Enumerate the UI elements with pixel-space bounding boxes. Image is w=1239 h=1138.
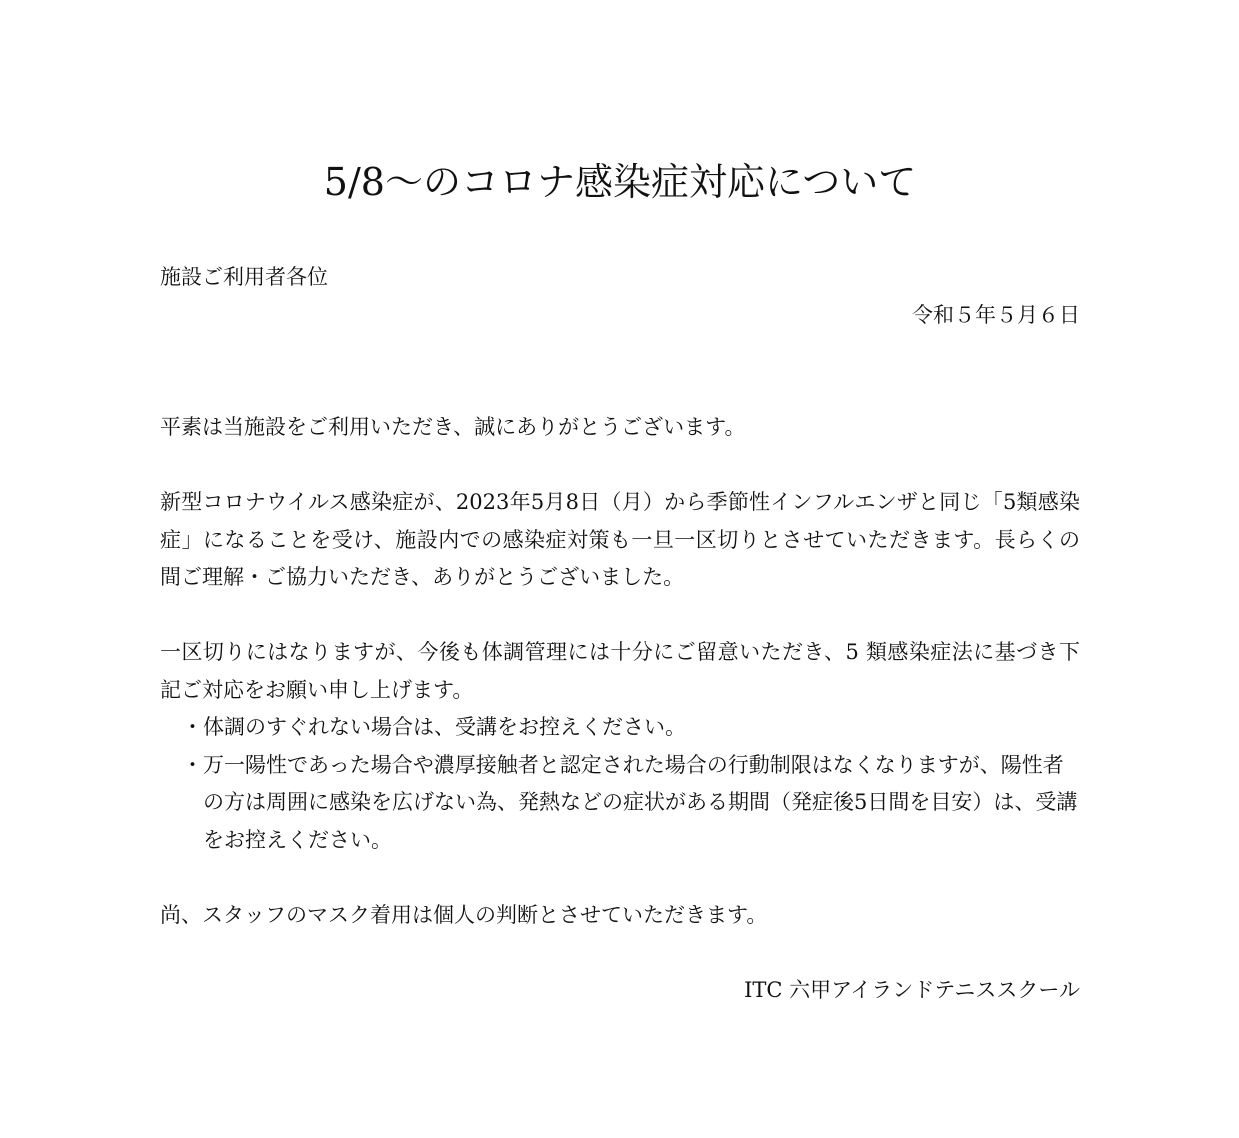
greeting-paragraph: 平素は当施設をご利用いただき、誠にありがとうございます。 bbox=[160, 415, 746, 439]
notice-date: 令和５年５月６日 bbox=[912, 303, 1080, 327]
bullet-mark: ・ bbox=[182, 752, 203, 777]
request-list bbox=[182, 709, 1080, 859]
addressee: 施設ご利用者各位 bbox=[160, 265, 328, 289]
list-item bbox=[182, 709, 1080, 747]
request-paragraph: 一区切りにはなりますが、今後も体調管理には十分にご留意いただき、5 類感染症法に基づき下記ご対応をお願い申し上げます。 bbox=[160, 640, 1080, 702]
mask-policy-paragraph: 尚、スタッフのマスク着用は個人の判断とさせていただきます。 bbox=[160, 903, 768, 927]
list-item-text: 万一陽性であった場合や濃厚接触者と認定された場合の行動制限はなくなりますが、陽性者の方は周囲に感染を広げない為、発熱などの症状がある期間（発症後5日間を目安）は、受講をお控えください。 bbox=[203, 752, 1078, 852]
notice-title: 5/8〜のコロナ感染症対応について bbox=[323, 160, 917, 204]
bullet-mark: ・ bbox=[182, 715, 203, 739]
list-item bbox=[182, 747, 1080, 860]
covid-policy-paragraph: 新型コロナウイルス感染症が、2023年5月8日（月）から季節性インフルエンザと同じ「5類感染症」になることを受け、施設内での感染症対策も一旦一区切りとさせていただきます。長らくの間ご理解・ご協力いただき、ありがとうございました。 bbox=[160, 490, 1080, 589]
list-item-text: 体調のすぐれない場合は、受講をお控えください。 bbox=[203, 715, 686, 739]
notice-document bbox=[160, 0, 1080, 1138]
signature: ITC 六甲アイランドテニススクール bbox=[744, 978, 1080, 1002]
